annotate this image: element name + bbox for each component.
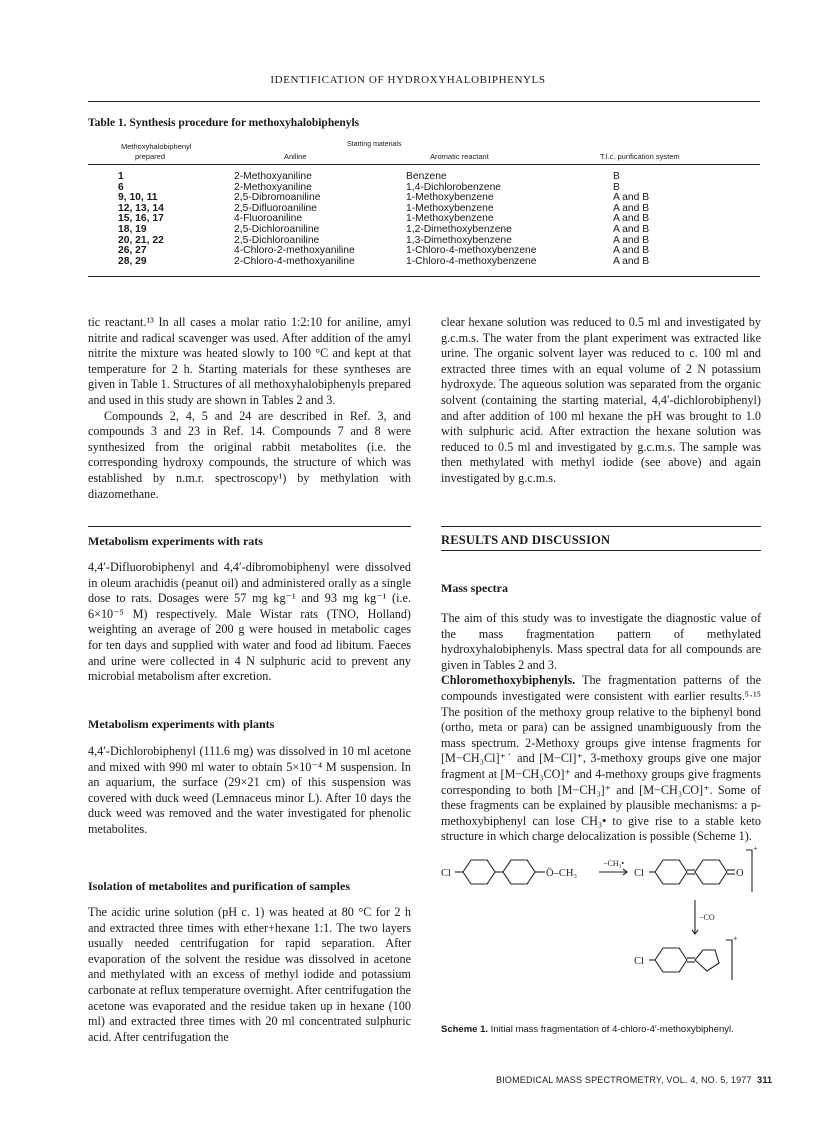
table-col1-header: Methoxyhalobiphenyl [121,142,192,151]
paragraph: The fragmentation patterns of the compounds investigated were consistent with earlier results.⁵·¹⁵ The position of the methoxy group relative to the biphenyl bond (ortho, meta or para) can be assigned unambiguously from the mass spectrum. 2-Methoxy groups give intense fragments for [M−CH₃Cl]⁺˙ and [M−Cl]⁺, 3-methoxy groups give one major fragment at [M−CH₃CO]⁺ and 4-methoxy groups give fragments corresponding to both [M−CH₃]⁺ and [M−CH₃CO]⁺. Some of these fragments can be explained by plausible mechanisms: a p-methoxybiphenyl can lose CH₃• to give rise to a stable keto structure in which charge delocalization is possible (Scheme 1). [441,673,761,844]
table-cell: A and B [613,255,650,267]
scheme-caption [441,1023,777,1036]
table-cell: A and B [613,234,650,246]
table-cell: 1-Methoxybenzene [406,213,494,225]
chlorine-label: Cl [634,868,644,879]
table-cell: 12, 13, 14 [118,202,164,214]
section-rule [441,550,761,551]
scheme-1-diagram [441,842,771,987]
table-cell: B [613,171,620,182]
subsection-heading-mass-spectra: Mass spectra [441,581,508,595]
quinoid-ring [695,860,727,884]
section-rule [88,526,411,527]
table-col1-header-2: prepared [135,152,166,161]
table-cell: 4-Fluoroaniline [234,213,303,225]
charge-label: + [753,844,758,853]
table-cell: 26, 27 [118,245,147,257]
phenyl-ring [503,860,535,884]
table-cell: A and B [613,245,650,257]
table-cell: 2,5-Dibromoaniline [234,192,321,204]
table-cell: 28, 29 [118,255,147,267]
table-group-header: Starting materials [347,141,402,148]
paragraph: tic reactant.¹³ In all cases a molar ratio 1:2:10 for aniline, amyl nitrite and radical scavenger was used. After addition of the amyl nitrite the mixture was heated slowly to 100 °C and kept at that temperature for 2 h. Starting materials for these syntheses are given in Table 1. Structures of all methoxyhalobiphenyls prepared and used in this study are shown in Tables 2 and 3. [88,315,411,407]
table-row [0,172,816,183]
table-cell: 18, 19 [118,224,147,235]
section-rule [441,526,761,527]
table-cell: B [613,181,620,193]
running-head: IDENTIFICATION OF HYDROXYHALOBIPHENYLS [270,74,546,86]
table-cell: A and B [613,202,650,214]
page-number: 311 [757,1075,773,1085]
phenyl-ring [655,948,687,972]
paragraph: 4,4′-Dichlorobiphenyl (111.6 mg) was dissolved in 10 ml acetone and mixed with 990 ml water to obtain 5×10⁻⁴ M suspension. In an aquarium, the surface (29×21 cm) of this suspension was covered with duck weed (Lemnaceus minor L). After 10 days the duck weed was removed and the water investigated for phenolic metabolites. [88,744,411,836]
methoxy-label: Ö–CH₃ [546,868,578,879]
right-intro-text [441,315,761,487]
table-cell: Benzene [406,171,447,182]
table-cell: 2-Methoxyaniline [234,171,312,182]
phenyl-ring [463,860,495,884]
run-in-heading: Chloromethoxybiphenyls. [441,673,576,688]
table-header-rule [88,164,760,165]
paragraph: The aim of this study was to investigate the diagnostic value of the mass fragmentation pattern of methylated hydroxyhalobiphenyls. Mass spectral data for all compounds are given in Tables 2 and 3. [441,611,761,672]
loss-label: −CO [699,913,715,922]
loss-label: −CH₃• [603,859,625,868]
mass-spectra-text [441,611,761,845]
table-cell: 1,2-Dimethoxybenzene [406,224,512,235]
table-cell: 9, 10, 11 [118,192,158,204]
table-cell: 2-Methoxyaniline [234,181,312,193]
table-cell: 15, 16, 17 [118,213,164,225]
table-cell: A and B [613,192,650,204]
table-cell: A and B [613,213,650,225]
table-cell: 2,5-Dichloroaniline [234,224,320,235]
bracket [726,940,732,980]
charge-label: + [733,934,738,943]
paragraph: 4,4′-Difluorobiphenyl and 4,4′-dibromobiphenyl were dissolved in oleum arachidis (peanut oil) and administered orally as a single dose to rats. Dosages were 57 mg kg⁻¹ and 93 mg kg⁻¹ (i.e. 6×10⁻⁵ M) respectively. Male Wistar rats (TNO, Holland) weighting an average of 200 g were housed in metabolic cages for ten days and supplied with water and food ad libitum. Faeces and urine were collected in 4 N sulphuric acid to prevent any microbial metabolism after excretion. [88,560,411,684]
table-col3-header: Aromatic reactant [430,152,489,161]
table-cell: 1,3-Dimethoxybenzene [406,234,512,246]
table-cell: A and B [613,224,650,235]
plants-text [88,744,411,838]
table-cell: 1 [118,171,124,182]
paragraph: The acidic urine solution (pH c. 1) was heated at 80 °C for 2 h and extracted three times with ether+hexane 1:1. The two layers usually needed centrifugation for rapid separation. After evaporation of the solvent the residue was dissolved in acetone and methylated with an excess of methyl iodide and potassium carbonate at reflux temperature overnight. After centrifugation the acetone was evaporated and the residue taken up in hexane (100 ml) and extracted three times with 20 ml concentrated sulphuric acid. After centrifugation the [88,905,411,1044]
section-heading-plants: Metabolism experiments with plants [88,717,275,731]
page-footer [496,1075,772,1085]
table-cell: 1-Methoxybenzene [406,192,494,204]
table-cell: 2-Chloro-4-methoxyaniline [234,255,355,267]
paragraph: clear hexane solution was reduced to 0.5 ml and investigated by g.c.m.s. The water from the plant experiment was extracted like urine. The organic solvent layer was reduced to c. 100 ml and extracted three times with an equal volume of 2 N potassium hydroxyde. The aqueous solution was separated from the organic solvent (containing the starting material, 4,4′-dichlorobiphenyl) and after addition of 100 ml hexane the pH was brought to 1.0 with sulphuric acid. After extraction the hexane solution was reduced to 0.5 ml and investigated by g.c.m.s. The sample was then methylated with methyl iodide (see above) and again investigated by g.c.m.s. [441,315,761,485]
table-cell: 1-Chloro-4-methoxybenzene [406,245,537,257]
table-cell: 1-Methoxybenzene [406,202,494,214]
table-cell: 6 [118,181,124,193]
paragraph: Compounds 2, 4, 5 and 24 are described in Ref. 3, and compounds 3 and 23 in Ref. 14. Compounds 7 and 8 were synthesized from the original rabbit metabolites (i.e. the corresponding hydroxy compounds, the structure of which was established by n.m.r. spectroscopy¹) by methylation with diazomethane. [88,408,411,501]
table-cell: 2,5-Dichloroaniline [234,234,320,246]
table-row [0,257,816,268]
chlorine-label: Cl [634,956,644,967]
journal-citation: BIOMEDICAL MASS SPECTROMETRY, VOL. 4, NO. 5, 1977 [496,1075,752,1085]
section-heading-results: RESULTS AND DISCUSSION [441,533,611,547]
table-bottom-rule [88,276,760,277]
left-intro-text [88,315,411,502]
table-cell: 20, 21, 22 [118,234,164,246]
table-col4-header: T.l.c. purification system [600,152,680,161]
section-heading-isolation: Isolation of metabolites and purification of samples [88,879,351,893]
table-row [0,225,816,236]
table-cell: 2,5-Difluoroaniline [234,202,317,214]
isolation-text [88,905,411,1045]
bracket [746,850,752,892]
cyclopentadienyl-ring [695,950,719,971]
scheme-caption-text: Initial mass fragmentation of 4-chloro-4′-methoxybiphenyl. [490,1024,734,1035]
table-cell: 1-Chloro-4-methoxybenzene [406,255,537,267]
table-cell: 1,4-Dichlorobenzene [406,181,502,193]
scheme-caption-label: Scheme 1. [441,1024,488,1035]
phenyl-ring [655,860,687,884]
table-cell: 4-Chloro-2-methoxyaniline [234,245,355,257]
table-col2-header: Aniline [284,152,307,161]
table-caption: Table 1. Synthesis procedure for methoxyhalobiphenyls [88,117,360,129]
section-heading-rats: Metabolism experiments with rats [88,534,263,548]
chlorine-label: Cl [441,868,451,879]
keto-oxygen-label: O [736,868,744,879]
header-rule [88,101,760,102]
rats-text [88,560,411,685]
